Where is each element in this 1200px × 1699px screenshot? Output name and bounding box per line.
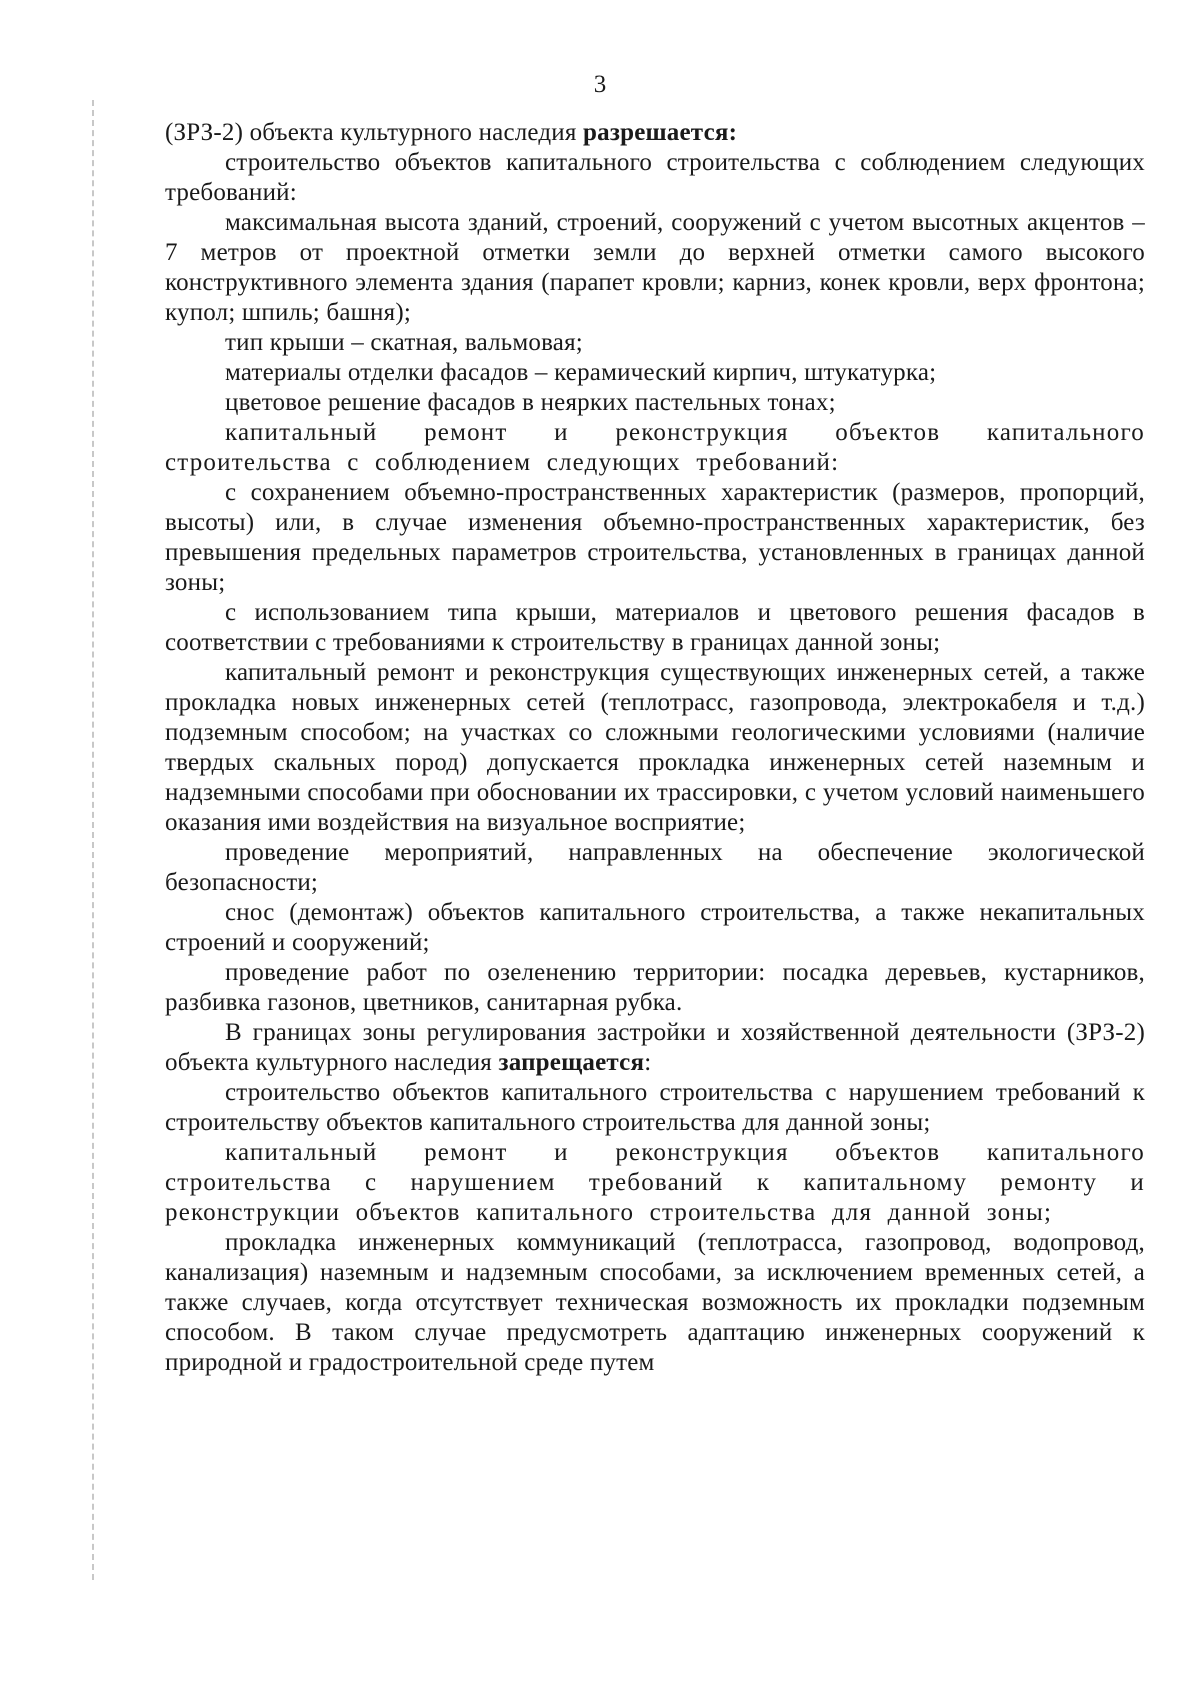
binding-margin-line — [92, 100, 94, 1580]
paragraph-landscaping: проведение работ по озеленению территории: посадка деревьев, кустарников, разбивка газонов, цветников, санитарная рубка. — [165, 959, 1145, 1016]
paragraph-roof-materials-use: с использованием типа крыши, материалов и цветового решения фасадов в соответствии с требованиями к строительству в границах данной зоны; — [165, 599, 1145, 656]
paragraph-max-height: максимальная высота зданий, строений, сооружений с учетом высотных акцентов – 7 метров от проектной отметки земли до верхней отметки самого высокого конструктивного элемента здания (парапет кровли; карниз, конек кровли, верх фронтона; купол; шпиль; башня); — [165, 209, 1145, 326]
bold-keyword-permitted: разрешается: — [583, 119, 738, 146]
paragraph-text: : — [644, 1049, 652, 1076]
paragraph-facade-colors: цветовое решение фасадов в неярких пастельных тонах; — [225, 389, 836, 416]
document-body — [165, 118, 1145, 1378]
paragraph-text: (ЗРЗ-2) объекта культурного наследия — [165, 119, 584, 146]
paragraph-roof-type: тип крыши – скатная, вальмовая; — [225, 329, 583, 356]
paragraph-repair-reconstruction: капитальный ремонт и реконструкция объектов капитального строительства с соблюдением следующих требований: — [165, 419, 1145, 476]
paragraph-facade-materials: материалы отделки фасадов – керамический кирпич, штукатурка; — [225, 359, 937, 386]
paragraph-ecological-safety: проведение мероприятий, направленных на обеспечение экологической безопасности; — [165, 839, 1145, 896]
paragraph-permitted-intro — [165, 118, 1145, 148]
paragraph-communications-laying: прокладка инженерных коммуникаций (теплотрасса, газопровод, водопровод, канализация) наземным и надземным способами, за исключением временных сетей, а также случаев, когда отсутствует техническая возможность их прокладки подземным способом. В таком случае предусмотреть адаптацию инженерных сооружений к природной и градостроительной среде путем — [165, 1229, 1145, 1376]
paragraph-repair-violation: капитальный ремонт и реконструкция объектов капитального строительства с нарушением требований к капитальному ремонту и реконструкции объектов капитального строительства для данной зоны; — [165, 1139, 1145, 1226]
bold-keyword-prohibited: запрещается — [498, 1049, 645, 1076]
paragraph-construction-violation: строительство объектов капитального строительства с нарушением требований к строительству объектов капитального строительства для данной зоны; — [165, 1079, 1145, 1136]
paragraph-text: В границах зоны регулирования застройки и хозяйственной деятельности (ЗРЗ-2) объекта культурного наследия — [165, 1019, 1145, 1076]
paragraph-demolition: снос (демонтаж) объектов капитального строительства, а также некапитальных строений и сооружений; — [165, 899, 1145, 956]
paragraph-preserve-characteristics: с сохранением объемно-пространственных характеристик (размеров, пропорций, высоты) или, в случае изменения объемно-пространственных характеристик, без превышения предельных параметров строительства, установленных в границах данной зоны; — [165, 479, 1145, 596]
paragraph-construction: строительство объектов капитального строительства с соблюдением следующих требований: — [165, 149, 1145, 206]
paragraph-prohibited-intro — [165, 1018, 1145, 1078]
page-number: 3 — [593, 71, 607, 98]
paragraph-engineering-networks: капитальный ремонт и реконструкция существующих инженерных сетей, а также прокладка новых инженерных сетей (теплотрасс, газопровода, электрокабеля и т.д.) подземным способом; на участках со сложными геологическими условиями (наличие твердых скальных пород) допускается прокладка инженерных сетей наземным и надземными способами при обосновании их трассировки, с учетом условий наименьшего оказания ими воздействия на визуальное восприятие; — [165, 659, 1145, 836]
